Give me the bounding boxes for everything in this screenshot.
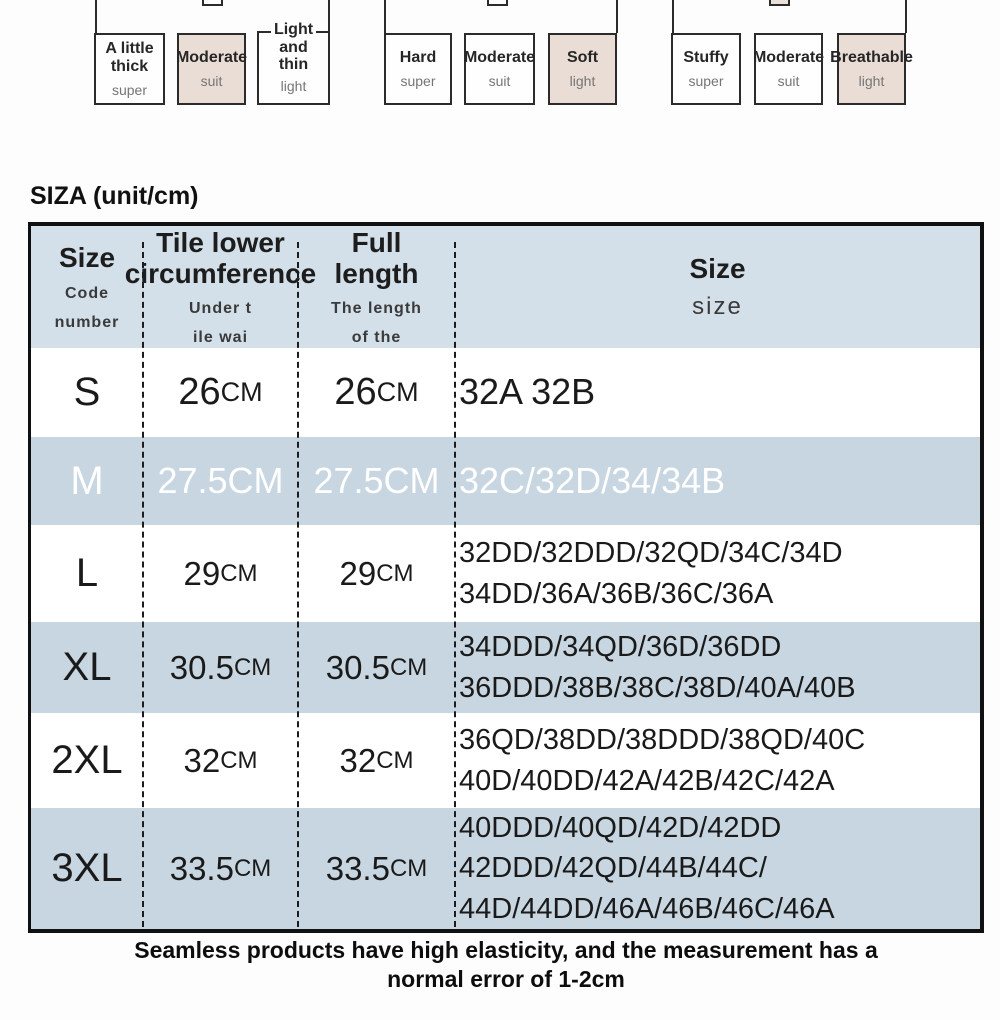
full-length-cell: 32 CM (339, 741, 414, 779)
size-code-cell: XL (62, 645, 112, 689)
option-sublabel: super (400, 72, 436, 89)
option-label: Hard (399, 49, 437, 67)
option-label: Light and thin (259, 21, 328, 74)
note-line: Seamless products have high elasticity, and the measurement has a (134, 937, 878, 963)
option-label: Moderate (463, 49, 536, 67)
table-row-2xl (31, 713, 980, 808)
cup-sizes-cell: 34DDD/34QD/36D/36DD 36DDD/38B/38C/38D/40A/40B (459, 630, 856, 704)
option-label: Moderate (175, 49, 248, 67)
option-sublabel: super (688, 72, 724, 89)
cup-sizes-cell: 40DDD/40QD/42D/42DD 42DDD/42QD/44B/44C/ 44D/44DD/46A/46B/46C/46A (459, 812, 835, 925)
size-code-cell: S (73, 370, 101, 414)
option-label: Soft (566, 49, 599, 67)
header-main: Full length (334, 226, 419, 289)
bracket-line (905, 0, 907, 33)
option-sublabel: light (858, 72, 885, 89)
scale-group-breathability (0, 0, 1000, 110)
option-sublabel: super (111, 81, 148, 98)
table-row-xl (31, 622, 980, 713)
option-sublabel: light (569, 72, 596, 89)
header-subtext: The length (331, 300, 422, 318)
header-subtext: Code (65, 284, 109, 302)
header-main: Size (58, 242, 116, 274)
header-subtext: size (692, 293, 743, 321)
full-length-cell: 29 CM (339, 554, 414, 592)
note-line: normal error of 1-2cm (387, 966, 625, 993)
option-sublabel: suit (200, 72, 223, 89)
table-header-row (31, 226, 980, 348)
cup-sizes-cell: 32DD/32DDD/32QD/34C/34D 34DD/36A/36B/36C/36A (459, 536, 843, 610)
size-code-cell: 2XL (51, 738, 123, 782)
lower-circumference-cell: 26 CM (178, 371, 263, 413)
option-sublabel: suit (777, 72, 800, 89)
option-label: Moderate (752, 49, 825, 67)
option-sublabel: suit (488, 72, 511, 89)
header-main: Tile lower circumference (124, 226, 317, 289)
full-length-cell: 33.5 CM (325, 849, 428, 887)
lower-circumference-cell: 30.5 CM (169, 648, 272, 686)
lower-circumference-cell: 32 CM (183, 741, 258, 779)
header-cell-size (455, 226, 980, 348)
table-row-l (31, 525, 980, 622)
size-code-cell: M (70, 458, 104, 503)
cup-sizes-cell: 32C/32D/34/34B (459, 459, 726, 501)
table-row-m (31, 437, 980, 525)
option-label: A little thick (105, 40, 154, 75)
lower-circumference-cell: 29 CM (183, 554, 258, 592)
size-code-cell: 3XL (51, 846, 123, 890)
size-table (28, 222, 984, 933)
option-sublabel: light (280, 78, 307, 94)
option-box-moderate (754, 33, 823, 105)
lower-circumference-cell: 33.5 CM (169, 849, 272, 887)
cutoff-notch (769, 0, 790, 6)
size-code-cell: L (75, 551, 99, 595)
header-subtext: ile wai (192, 329, 249, 347)
lower-circumference-cell: 27.5 CM (157, 460, 284, 501)
option-label: Breathable (830, 49, 913, 67)
option-box-stuffy (671, 33, 741, 105)
full-length-cell: 26 CM (334, 371, 419, 413)
cup-sizes-cell: 36QD/38DD/38DDD/38QD/40C 40D/40DD/42A/42B/42C/42A (459, 723, 866, 797)
header-subtext: Under t (189, 300, 252, 318)
bracket-line (672, 0, 674, 33)
header-subtext: number (54, 313, 120, 331)
header-cell-full-length (298, 226, 455, 348)
measurement-note (28, 936, 984, 995)
table-row-3xl (31, 808, 980, 929)
size-section-title: SIZA (unit/cm) (30, 182, 199, 210)
option-box-breathable (830, 33, 913, 105)
full-length-cell: 30.5 CM (325, 648, 428, 686)
table-row-s (31, 348, 980, 437)
header-cell-tile-lower-circumference (124, 226, 317, 348)
full-length-cell: 27.5 CM (313, 460, 440, 501)
option-label: Stuffy (683, 49, 729, 67)
header-subtext: of the (351, 329, 402, 347)
header-main: Size (689, 252, 746, 284)
cup-sizes-cell: 32A 32B (459, 371, 596, 413)
